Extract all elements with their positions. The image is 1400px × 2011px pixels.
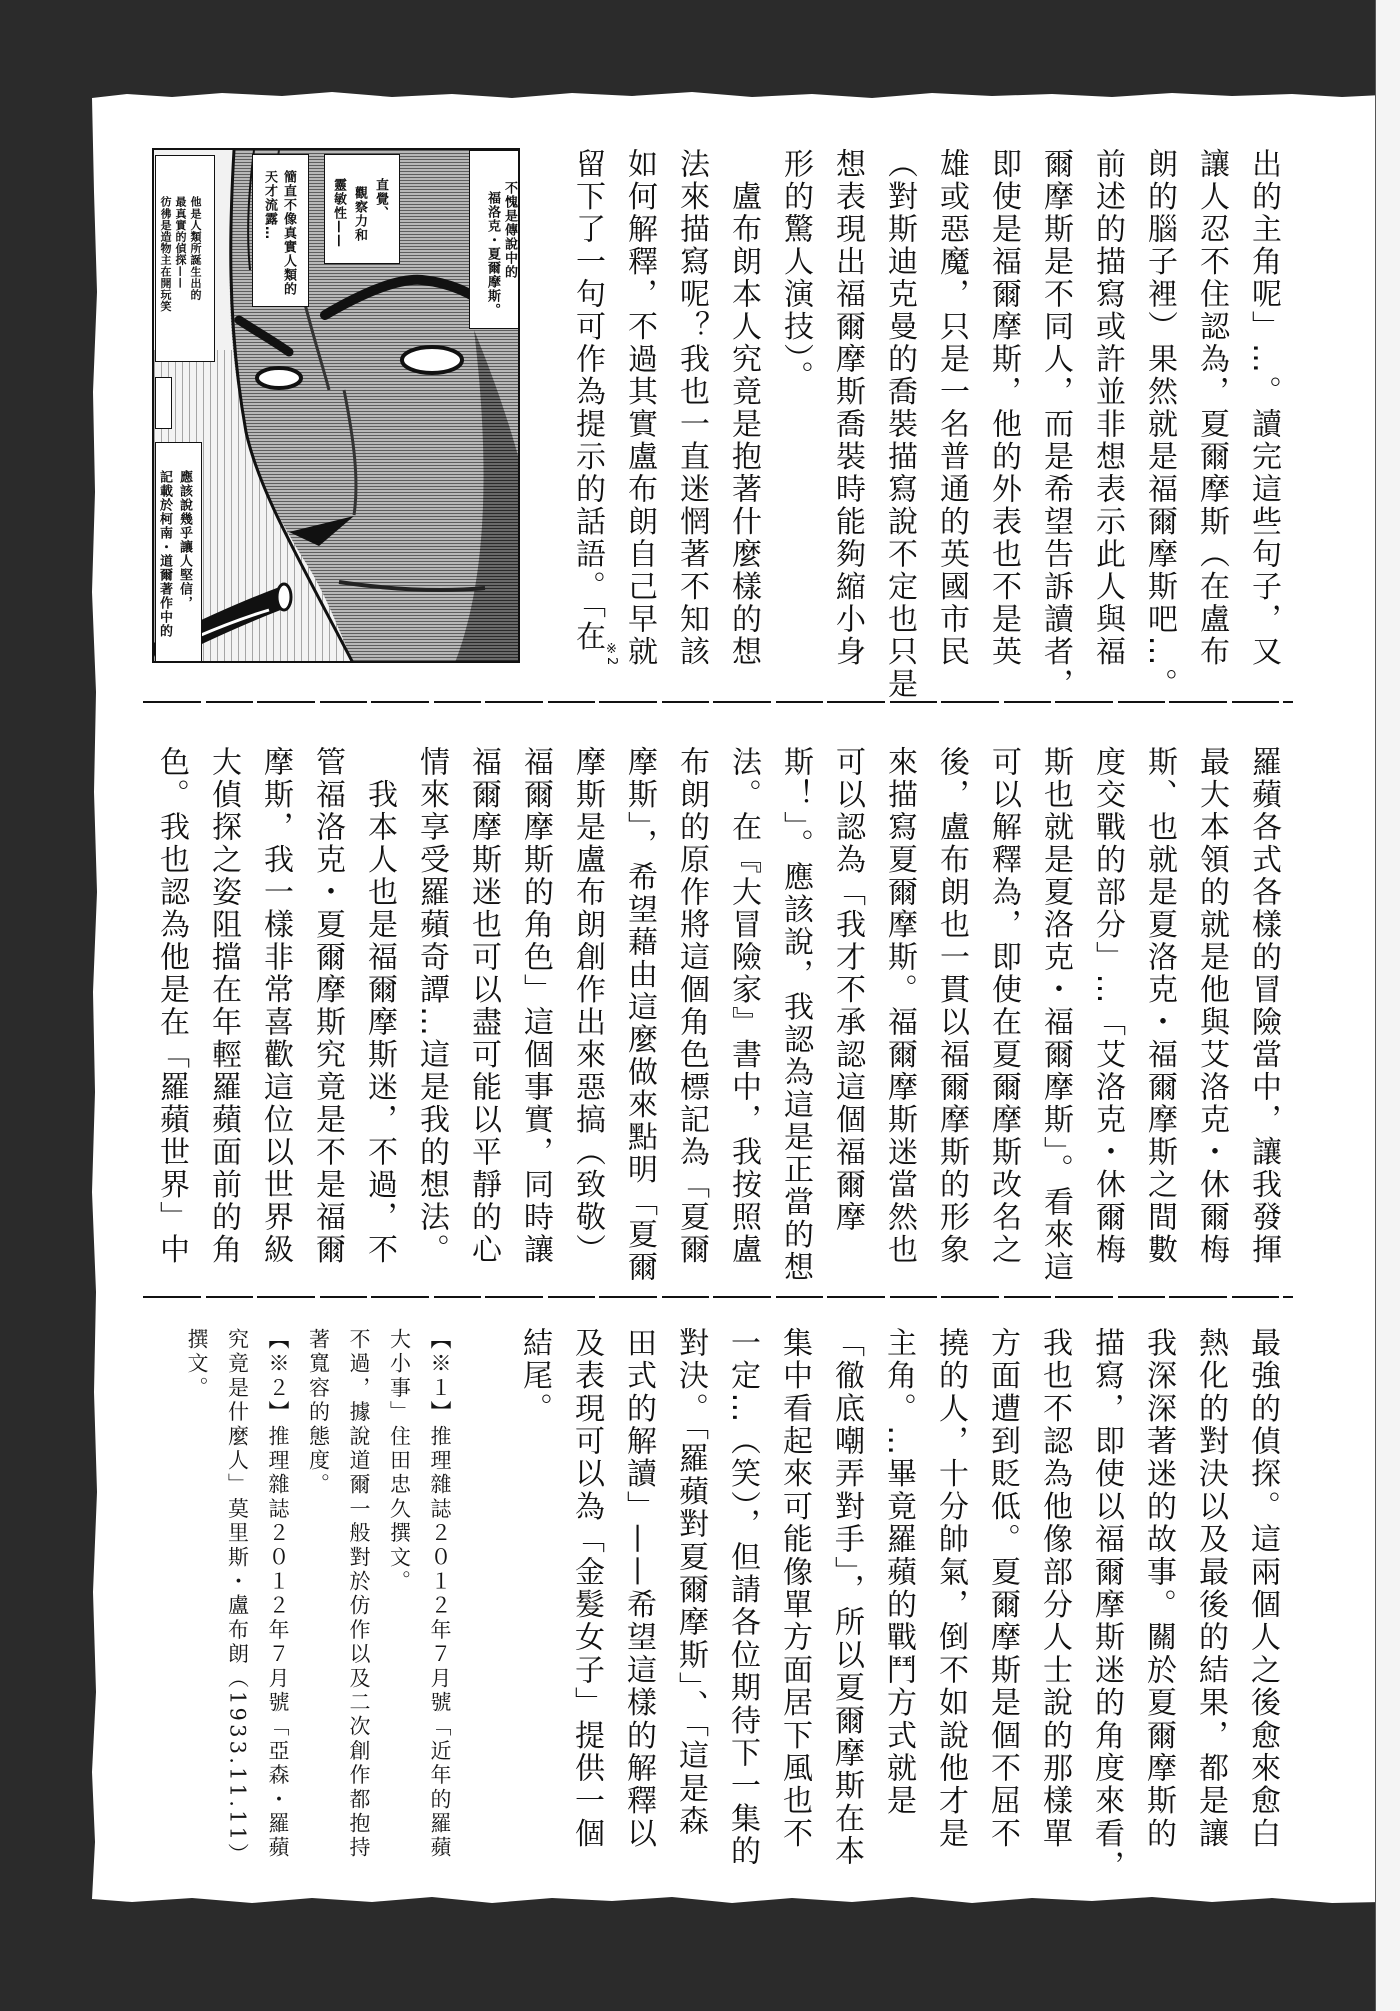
caption-box-truest-detective: [155, 155, 215, 362]
text-column: 摩斯」，希望藉由這麼做來點明「夏爾: [622, 746, 657, 1284]
text-column: 如何解釋，不過其實盧布朗自己早就: [622, 148, 657, 668]
text-column: 形的驚人演技）。: [778, 148, 813, 393]
text-column: 羅蘋各式各樣的冒險當中，讓我發揮: [1246, 746, 1281, 1266]
text-column: 雄或惡魔，只是一名普通的英國市民: [934, 148, 969, 668]
text-column: 田式的解讀」——希望這樣的解釋以: [621, 1327, 656, 1851]
article-section-2: [145, 746, 1289, 1284]
text-column: 可以認為「我才不承認這個福爾摩: [830, 746, 865, 1234]
text-column: 集中看起來可能像單方面居下風也不: [777, 1327, 812, 1851]
page-edge-strip: [1375, 0, 1400, 2011]
text-column: 法來描寫呢？我也一直迷惘著不知該: [674, 148, 709, 668]
text-column: 出的主角呢」…。讀完這些句子，又: [1246, 148, 1281, 668]
text-column: 後，盧布朗也一貫以福爾摩斯的形象: [934, 746, 969, 1266]
text-column: 福爾摩斯的角色」這個事實，同時讓: [518, 746, 553, 1266]
text-column: 熱化的對決以及最後的結果，都是讓: [1193, 1327, 1228, 1851]
footnote-column: 大小事」住田忠久撰文。: [387, 1328, 412, 1595]
text-column: 盧布朗本人究竟是抱著什麼樣的想: [726, 148, 761, 668]
section-divider-2: [143, 1296, 1293, 1298]
footnote-column: 究竟是什麼人」莫里斯・盧布朗（1933.11.11）: [225, 1328, 250, 1868]
caption-box-legendary-detective: [469, 150, 520, 329]
caption-line: 彷彿是造物主在開玩笑: [159, 196, 172, 312]
text-column: 管福洛克・夏爾摩斯究竟是不是福爾: [310, 746, 345, 1266]
text-column: 即使是福爾摩斯，他的外表也不是英: [986, 148, 1021, 668]
text-column: 想表現出福爾摩斯喬裝時能夠縮小身: [830, 148, 865, 668]
text-column: 方面遭到貶低。夏爾摩斯是個不屈不: [985, 1327, 1020, 1851]
text-column: 摩斯是盧布朗創作出來惡搞（致敬）: [570, 746, 605, 1266]
text-column: 朗的腦子裡）果然就是福爾摩斯吧…。: [1142, 148, 1177, 701]
footnotes: [177, 1328, 461, 1867]
caption-box-intuition: [324, 154, 400, 264]
text-column: 摩斯，我一樣非常喜歡這位以世界級: [258, 746, 293, 1266]
text-column: 一定…（笑），但請各位期待下一集的: [725, 1327, 760, 1868]
manga-panel: [152, 148, 520, 663]
text-column: 度交戰的部分」…「艾洛克・休爾梅: [1090, 746, 1125, 1266]
text-column: 可以解釋為，即使在夏爾摩斯改名之: [986, 746, 1021, 1266]
caption-line: 應該說幾乎讓人堅信，: [177, 470, 192, 610]
text-column: 結尾。: [517, 1327, 552, 1426]
caption-line: 他是人類所誕生出的: [189, 196, 202, 301]
text-column: （對斯迪克曼的喬裝描寫說不定也只是: [882, 148, 917, 701]
text-column: 來描寫夏爾摩斯。福爾摩斯迷當然也: [882, 746, 917, 1266]
article-section-1: [561, 148, 1289, 701]
text-column: 斯、也就是夏洛克・福爾摩斯之間數: [1142, 746, 1177, 1266]
text-column: 我本人也是福爾摩斯迷，不過，不: [362, 746, 397, 1266]
footnote-column: 【※２】推理雜誌２０１２年７月號「亞森・羅蘋: [266, 1328, 290, 1861]
text-column: 情來享受羅蘋奇譚…這是我的想法。: [414, 746, 449, 1266]
text-column: 留下了一句可作為提示的話語。「在: [570, 148, 605, 653]
footnote-column: 【※１】推理雜誌２０１２年７月號「近年的羅蘋: [428, 1328, 452, 1861]
footnote-column: 著寬容的態度。: [306, 1328, 331, 1498]
caption-line: 觀察力和: [352, 186, 367, 242]
text-column: 撓的人，十分帥氣，倒不如說他才是: [933, 1327, 968, 1851]
text-column: 對決。「羅蘋對夏爾摩斯」、「這是森: [673, 1327, 708, 1838]
text-column: 我深深著迷的故事。關於夏爾摩斯的: [1141, 1327, 1176, 1851]
section-divider-1: [143, 701, 1293, 703]
text-column: 斯！」。應該說，我認為這是正當的想: [778, 746, 813, 1284]
text-column: 讓人忍不住認為，夏爾摩斯（在盧布: [1194, 148, 1229, 668]
text-column: 爾摩斯是不同人，而是希望告訴讀者，: [1038, 148, 1073, 701]
text-column: 布朗的原作將這個角色標記為「夏爾: [674, 746, 709, 1266]
text-column: 最強的偵探。這兩個人之後愈來愈白: [1245, 1327, 1280, 1851]
text-column: 「徹底嘲弄對手」，所以夏爾摩斯在本: [829, 1327, 864, 1868]
text-column: 大偵探之姿阻擋在年輕羅蘋面前的角: [206, 746, 241, 1266]
caption-line: 直覺、: [373, 178, 388, 220]
text-column: 我也不認為他像部分人士說的那樣單: [1037, 1327, 1072, 1851]
text-column: 前述的描寫或許並非想表示此人與福: [1090, 148, 1125, 668]
caption-box-partial: [155, 377, 172, 429]
caption-line: 福洛克・夏爾摩斯。: [485, 191, 500, 317]
text-column: 及表現可以為「金髮女子」提供一個: [569, 1327, 604, 1851]
caption-line: 天才流露…: [262, 170, 277, 240]
text-column: 福爾摩斯迷也可以盡可能以平靜的心: [466, 746, 501, 1266]
caption-line: 靈敏性——: [331, 178, 346, 248]
footnote-column: 撰文。: [185, 1328, 209, 1401]
caption-line: 最真實的偵探——: [174, 196, 187, 289]
caption-box-conan-doyle: [155, 442, 202, 663]
text-column: 最大本領的就是他與艾洛克・休爾梅: [1194, 746, 1229, 1266]
caption-line: 簡直不像真實人類的: [281, 170, 296, 296]
article-section-3: [508, 1327, 1288, 1883]
text-column: 描寫，即使以福爾摩斯迷的角度來看，: [1089, 1327, 1124, 1883]
caption-box-genius: [252, 154, 309, 307]
text-column: 主角。…畢竟羅蘋的戰鬥方式就是: [881, 1327, 916, 1818]
text-column: 法。在『大冒險家』書中，我按照盧: [726, 746, 761, 1266]
text-column: 色。我也認為他是在「羅蘋世界」中: [154, 746, 189, 1266]
footnote-column: 不過，據說道爾一般對於仿作以及二次創作都抱持: [347, 1328, 371, 1861]
caption-line: 記載於柯南・道爾著作中的: [157, 470, 172, 638]
caption-line: 不愧是傳說中的: [502, 181, 517, 279]
footnote-reference-marker: ※2: [604, 642, 619, 666]
text-column: 斯也就是夏洛克・福爾摩斯」。看來這: [1038, 746, 1073, 1284]
